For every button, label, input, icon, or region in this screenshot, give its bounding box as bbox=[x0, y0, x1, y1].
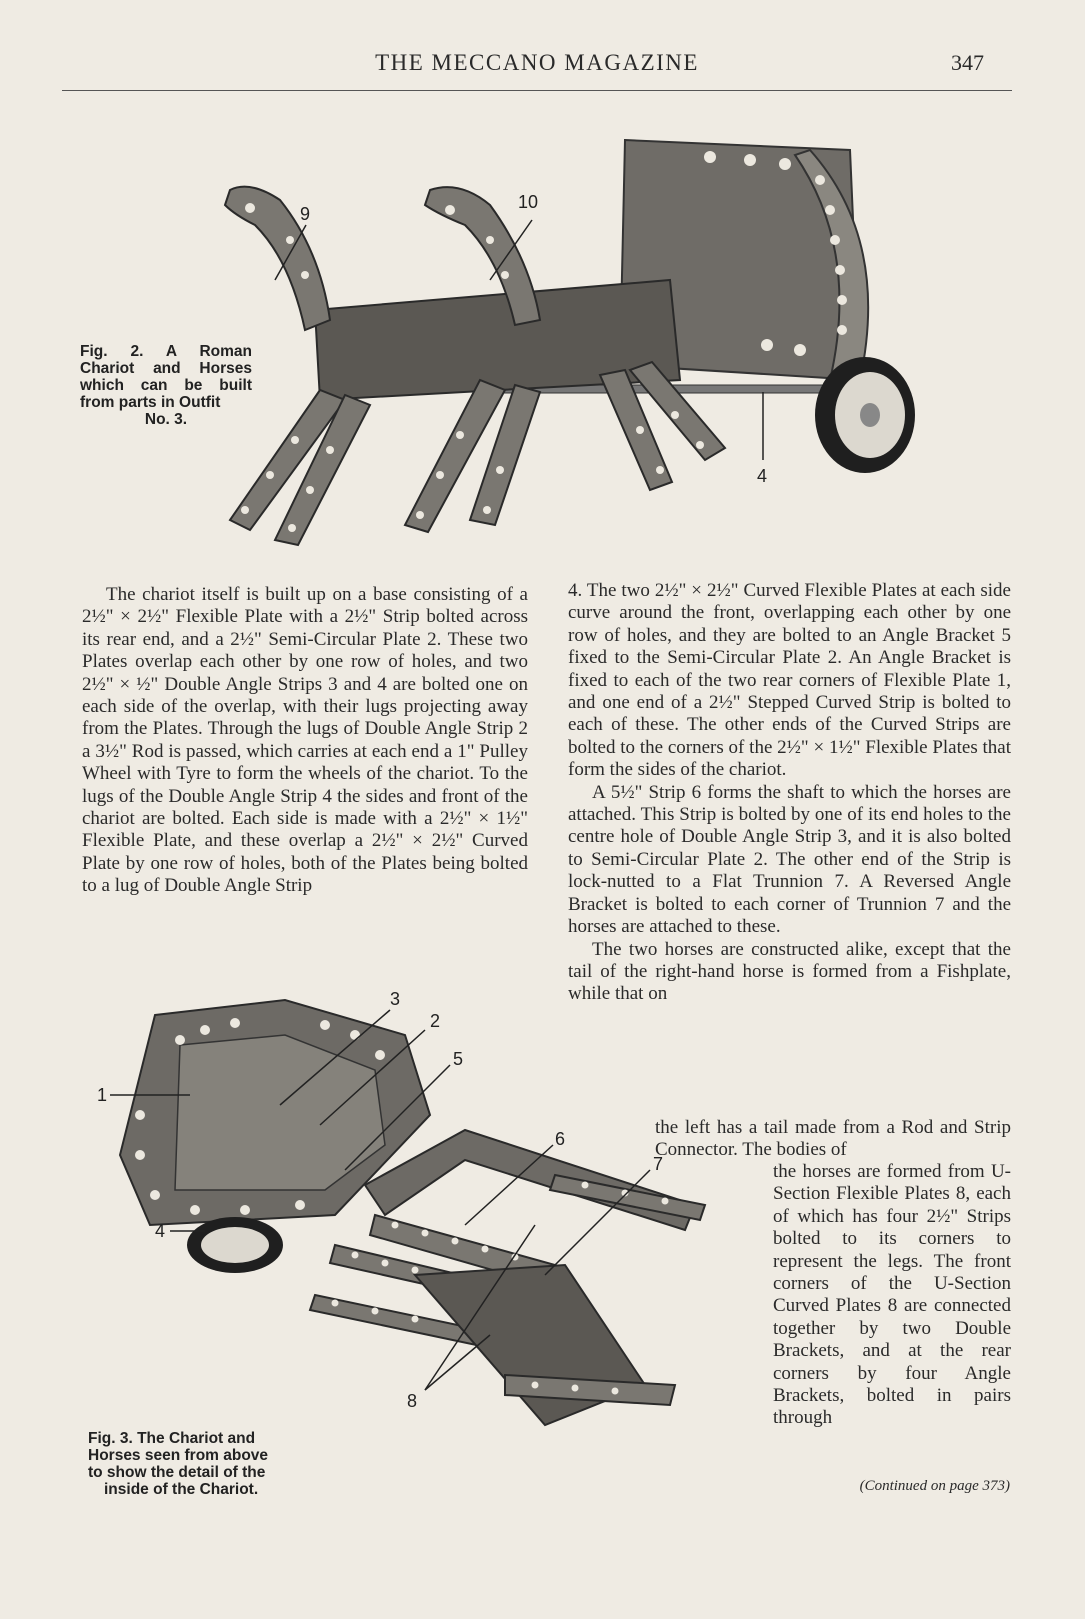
fig3-wheel bbox=[187, 1217, 283, 1273]
text-column-1 bbox=[82, 584, 528, 898]
callout-1: 1 bbox=[97, 1085, 108, 1105]
magazine-title: THE MECCANO MAGAZINE bbox=[375, 50, 699, 75]
continued-note: (Continued on page 373) bbox=[859, 1478, 1010, 1494]
fig3-caption-line: Horses seen from above bbox=[88, 1447, 269, 1464]
callout-3: 3 bbox=[390, 989, 401, 1009]
callout-8: 8 bbox=[407, 1391, 418, 1411]
page-header bbox=[62, 50, 1012, 91]
fig3-photo bbox=[85, 989, 760, 1475]
fig3-caption bbox=[88, 1430, 298, 1498]
text-narrow-block: the horses are formed from U-Section Flexible Plates 8, each of which has four 2½" Strips bolted to its corners to represent the legs. The front corners of the U-Section Curved Plates 8 are connected together by two Double Brackets, and at the rear corners by four Angle Brackets, bolted in pairs through bbox=[773, 1161, 1011, 1429]
callout-10: 10 bbox=[518, 192, 539, 212]
fig2-caption-line: Chariot and Horses bbox=[80, 360, 252, 377]
fig2-wheel bbox=[815, 357, 915, 473]
paragraph: A 5½" Strip 6 forms the shaft to which the horses are attached. This Strip is bolted by one of its end holes to the centre hole of Double Angle Strip 3, and it is also bolted to Semi-Circular Plate 2. The other end of the Strip is lock-nutted to a Flat Trunnion 7. A Reversed Angle Bracket is bolted to each corner of Trunnion 7 and the horses are attached to these. bbox=[568, 781, 1011, 938]
fig2-caption bbox=[80, 343, 252, 428]
callout-5: 5 bbox=[453, 1049, 464, 1069]
fig2-caption-line: which can be built bbox=[80, 377, 252, 394]
fig2-caption-line: from parts in Outfit bbox=[80, 394, 221, 411]
page-number: 347 bbox=[951, 50, 984, 75]
callout-7: 7 bbox=[653, 1154, 664, 1174]
callout-6: 6 bbox=[555, 1129, 566, 1149]
text-column-2 bbox=[568, 580, 1011, 1006]
paragraph: The chariot itself is built up on a base consisting of a 2½" × 2½" Flexible Plate with a 2½" Strip bolted across its rear end, and a 2½" Semi-Circular Plate 2. These two Plates overlap each other by one row of holes, and two 2½" × ½" Double Angle Strips 3 and 4 are bolted one on each side of the overlap, with their lugs projecting away from the Plates. Through the lugs of Double Angle Strip 2 a 3½" Rod is passed, which carries at each end a 1" Pulley Wheel with Tyre to form the wheels of the chariot. To the lugs of the Double Angle Strip 4 the sides and front of the chariot are bolted. Each side is made with a 2½" × 1½" Flexible Plate, and these overlap a 2½" × 2½" Curved Plate by one row of holes, both of the Plates being bolted to a lug of Double Angle Strip bbox=[82, 584, 528, 897]
fig2-caption-line: Fig. 2. A Roman bbox=[80, 343, 252, 360]
callout-9: 9 bbox=[300, 204, 311, 224]
callout-4: 4 bbox=[757, 466, 768, 486]
paragraph: The two horses are constructed alike, except that the tail of the right-hand horse is formed from a Fishplate, while that on bbox=[568, 938, 1011, 1005]
callout-2: 2 bbox=[430, 1011, 441, 1031]
fig3-caption-line: inside of the Chariot. bbox=[104, 1481, 259, 1498]
fig2-photo bbox=[170, 130, 960, 570]
fig3-caption-line: Fig. 3. The Chariot and bbox=[88, 1430, 256, 1447]
fig3-caption-line: to show the detail of the bbox=[88, 1464, 266, 1481]
callout-4: 4 bbox=[155, 1221, 166, 1241]
text-wrapped-line: the left has a tail made from a Rod and Strip Connector. The bodies of bbox=[655, 1117, 1011, 1161]
paragraph: 4. The two 2½" × 2½" Curved Flexible Plates at each side curve around the front, overlapping each other by one row of holes, and they are bolted to an Angle Bracket 5 fixed to the Semi-Circular Plate 2. An Angle Bracket is fixed to each of the two rear corners of Flexible Plate 1, and one end of a 2½" Stepped Curved Strip is bolted to each of these. The other ends of the Curved Strips are bolted to the corners of the 2½" × 1½" Flexible Plates that form the sides of the chariot. bbox=[568, 580, 1011, 781]
fig2-caption-line: No. 3. bbox=[144, 411, 188, 428]
